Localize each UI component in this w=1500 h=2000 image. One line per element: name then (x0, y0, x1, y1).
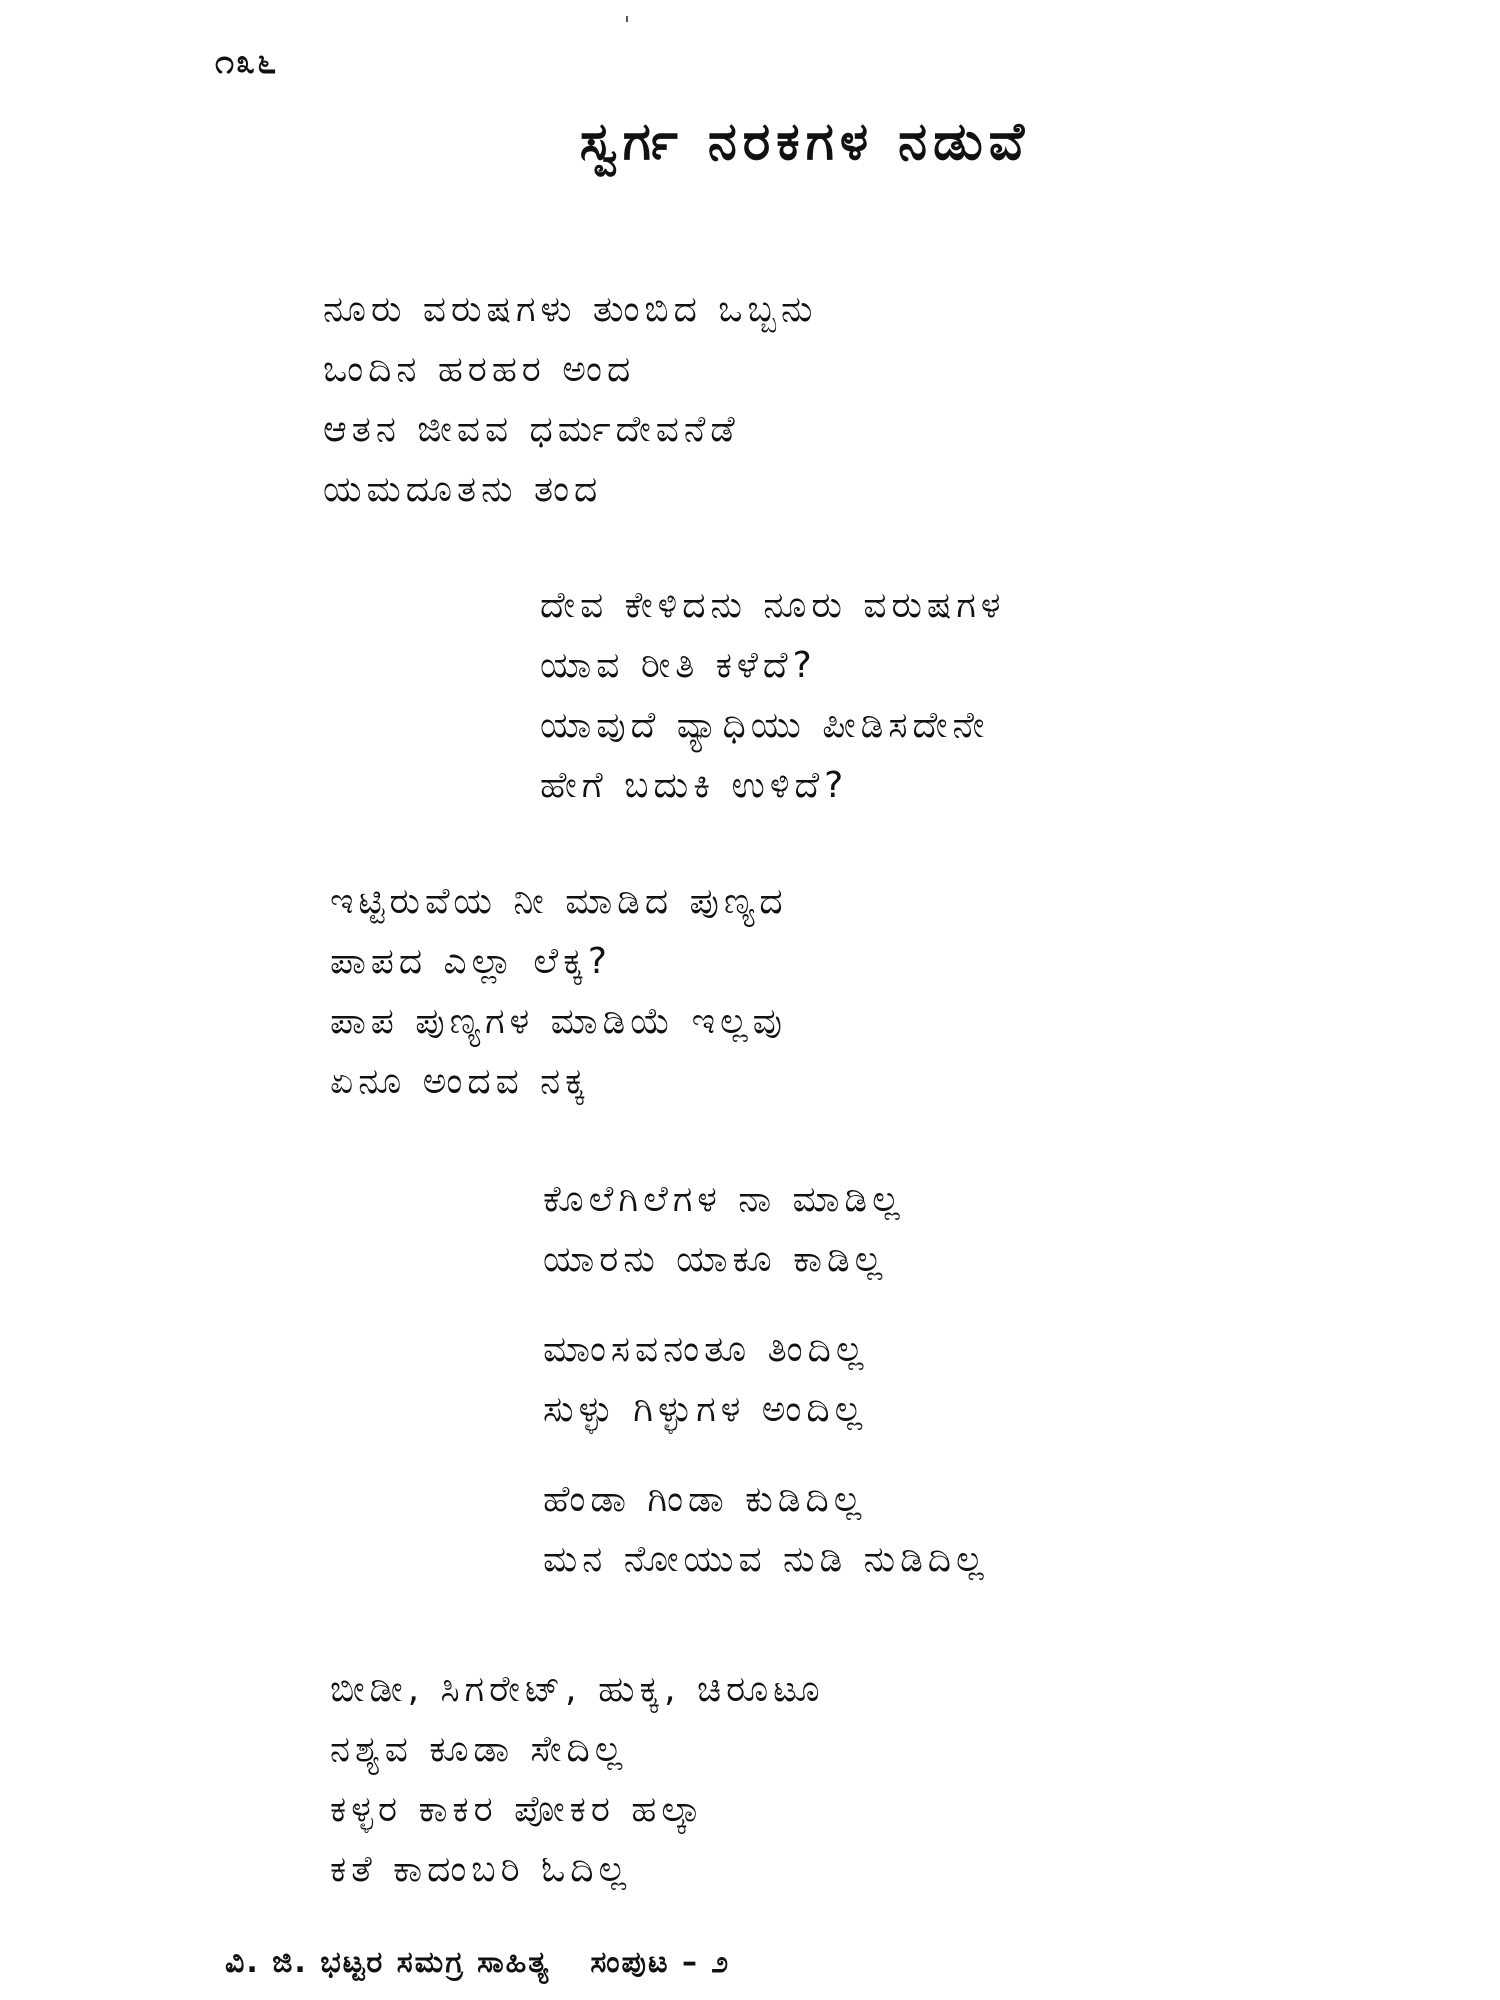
poem-line: ಕತೆ ಕಾದಂಬರಿ ಓದಿಲ್ಲ (330, 1849, 632, 1890)
poem-line: ಒಂದಿನ ಹರಹರ ಅಂದ (323, 349, 636, 390)
poem-line: ನಶ್ಯವ ಕೂಡಾ ಸೇದಿಲ್ಲ (330, 1729, 628, 1770)
poem-line: ಮಾಂಸವನಂತೂ ತಿಂದಿಲ್ಲ (543, 1329, 869, 1370)
stanza-7 (330, 1660, 825, 1900)
poem-line: ಯಮದೂತನು ತಂದ (323, 469, 603, 510)
stanza-6 (543, 1470, 989, 1590)
poem-line: ಯಾವ ರೀತಿ ಕಳೆದೆ? (540, 645, 817, 686)
stanza-2 (540, 576, 1005, 816)
poem-line: ಸುಳ್ಳು ಗಿಳ್ಳುಗಳ ಅಂದಿಲ್ಲ (543, 1389, 868, 1430)
poem-line: ಹೆಂಡಾ ಗಿಂಡಾ ಕುಡಿದಿಲ್ಲ (543, 1479, 867, 1520)
poem-line: ಬೀಡೀ, ಸಿಗರೇಟ್, ಹುಕ್ಕ, ಚಿರೂಟೂ (330, 1669, 825, 1710)
footer-book-title: ವಿ. ಜಿ. ಭಟ್ಟರ ಸಮಗ್ರ ಸಾಹಿತ್ಯ (225, 1945, 551, 1980)
poem-title: ಸ್ವರ್ಗ ನರಕಗಳ ನಡುವೆ (579, 112, 1031, 172)
poem-line: ದೇವ ಕೇಳಿದನು ನೂರು ವರುಷಗಳ (540, 585, 1006, 626)
stanza-1 (323, 280, 817, 520)
stanza-3 (330, 872, 788, 1112)
page-number: ೧೩೬ (215, 42, 279, 82)
poem-line: ಪಾಪದ ಎಲ್ಲಾ ಲೆಕ್ಕ? (330, 941, 612, 982)
stanza-4 (543, 1170, 905, 1290)
footer-volume: ಸಂಪುಟ – ೨ (590, 1945, 731, 1980)
page-footer (225, 1945, 730, 1980)
poem-line: ಕೊಲೆಗಿಲೆಗಳ ನಾ ಮಾಡಿಲ್ಲ (543, 1179, 905, 1220)
poem-line: ಇಟ್ಟಿರುವೆಯ ನೀ ಮಾಡಿದ ಪುಣ್ಯದ (330, 881, 788, 922)
poem-line: ಯಾವುದೆ ವ್ಯಾಧಿಯು ಪೀಡಿಸದೇನೇ (540, 705, 990, 746)
poem-line: ಆತನ ಜೀವವ ಧರ್ಮದೇವನೆಡೆ (323, 409, 740, 450)
poem-line: ಏನೂ ಅಂದವ ನಕ್ಕ (330, 1061, 590, 1102)
poem-line: ನೂರು ವರುಷಗಳು ತುಂಬಿದ ಒಬ್ಬನು (323, 289, 818, 330)
poem-line: ಹೇಗೆ ಬದುಕಿ ಉಳಿದೆ? (540, 765, 849, 806)
poem-line: ಪಾಪ ಪುಣ್ಯಗಳ ಮಾಡಿಯೆ ಇಲ್ಲವು (330, 1001, 787, 1042)
stanza-5 (543, 1320, 868, 1440)
poem-line: ಮನ ನೋಯುವ ನುಡಿ ನುಡಿದಿಲ್ಲ (543, 1539, 989, 1580)
print-speck (626, 16, 628, 22)
poem-line: ಕಳ್ಳರ ಕಾಕರ ಪೋಕರ ಹಲ್ಕಾ (330, 1789, 706, 1830)
poem-line: ಯಾರನು ಯಾಕೂ ಕಾಡಿಲ್ಲ (543, 1239, 888, 1280)
